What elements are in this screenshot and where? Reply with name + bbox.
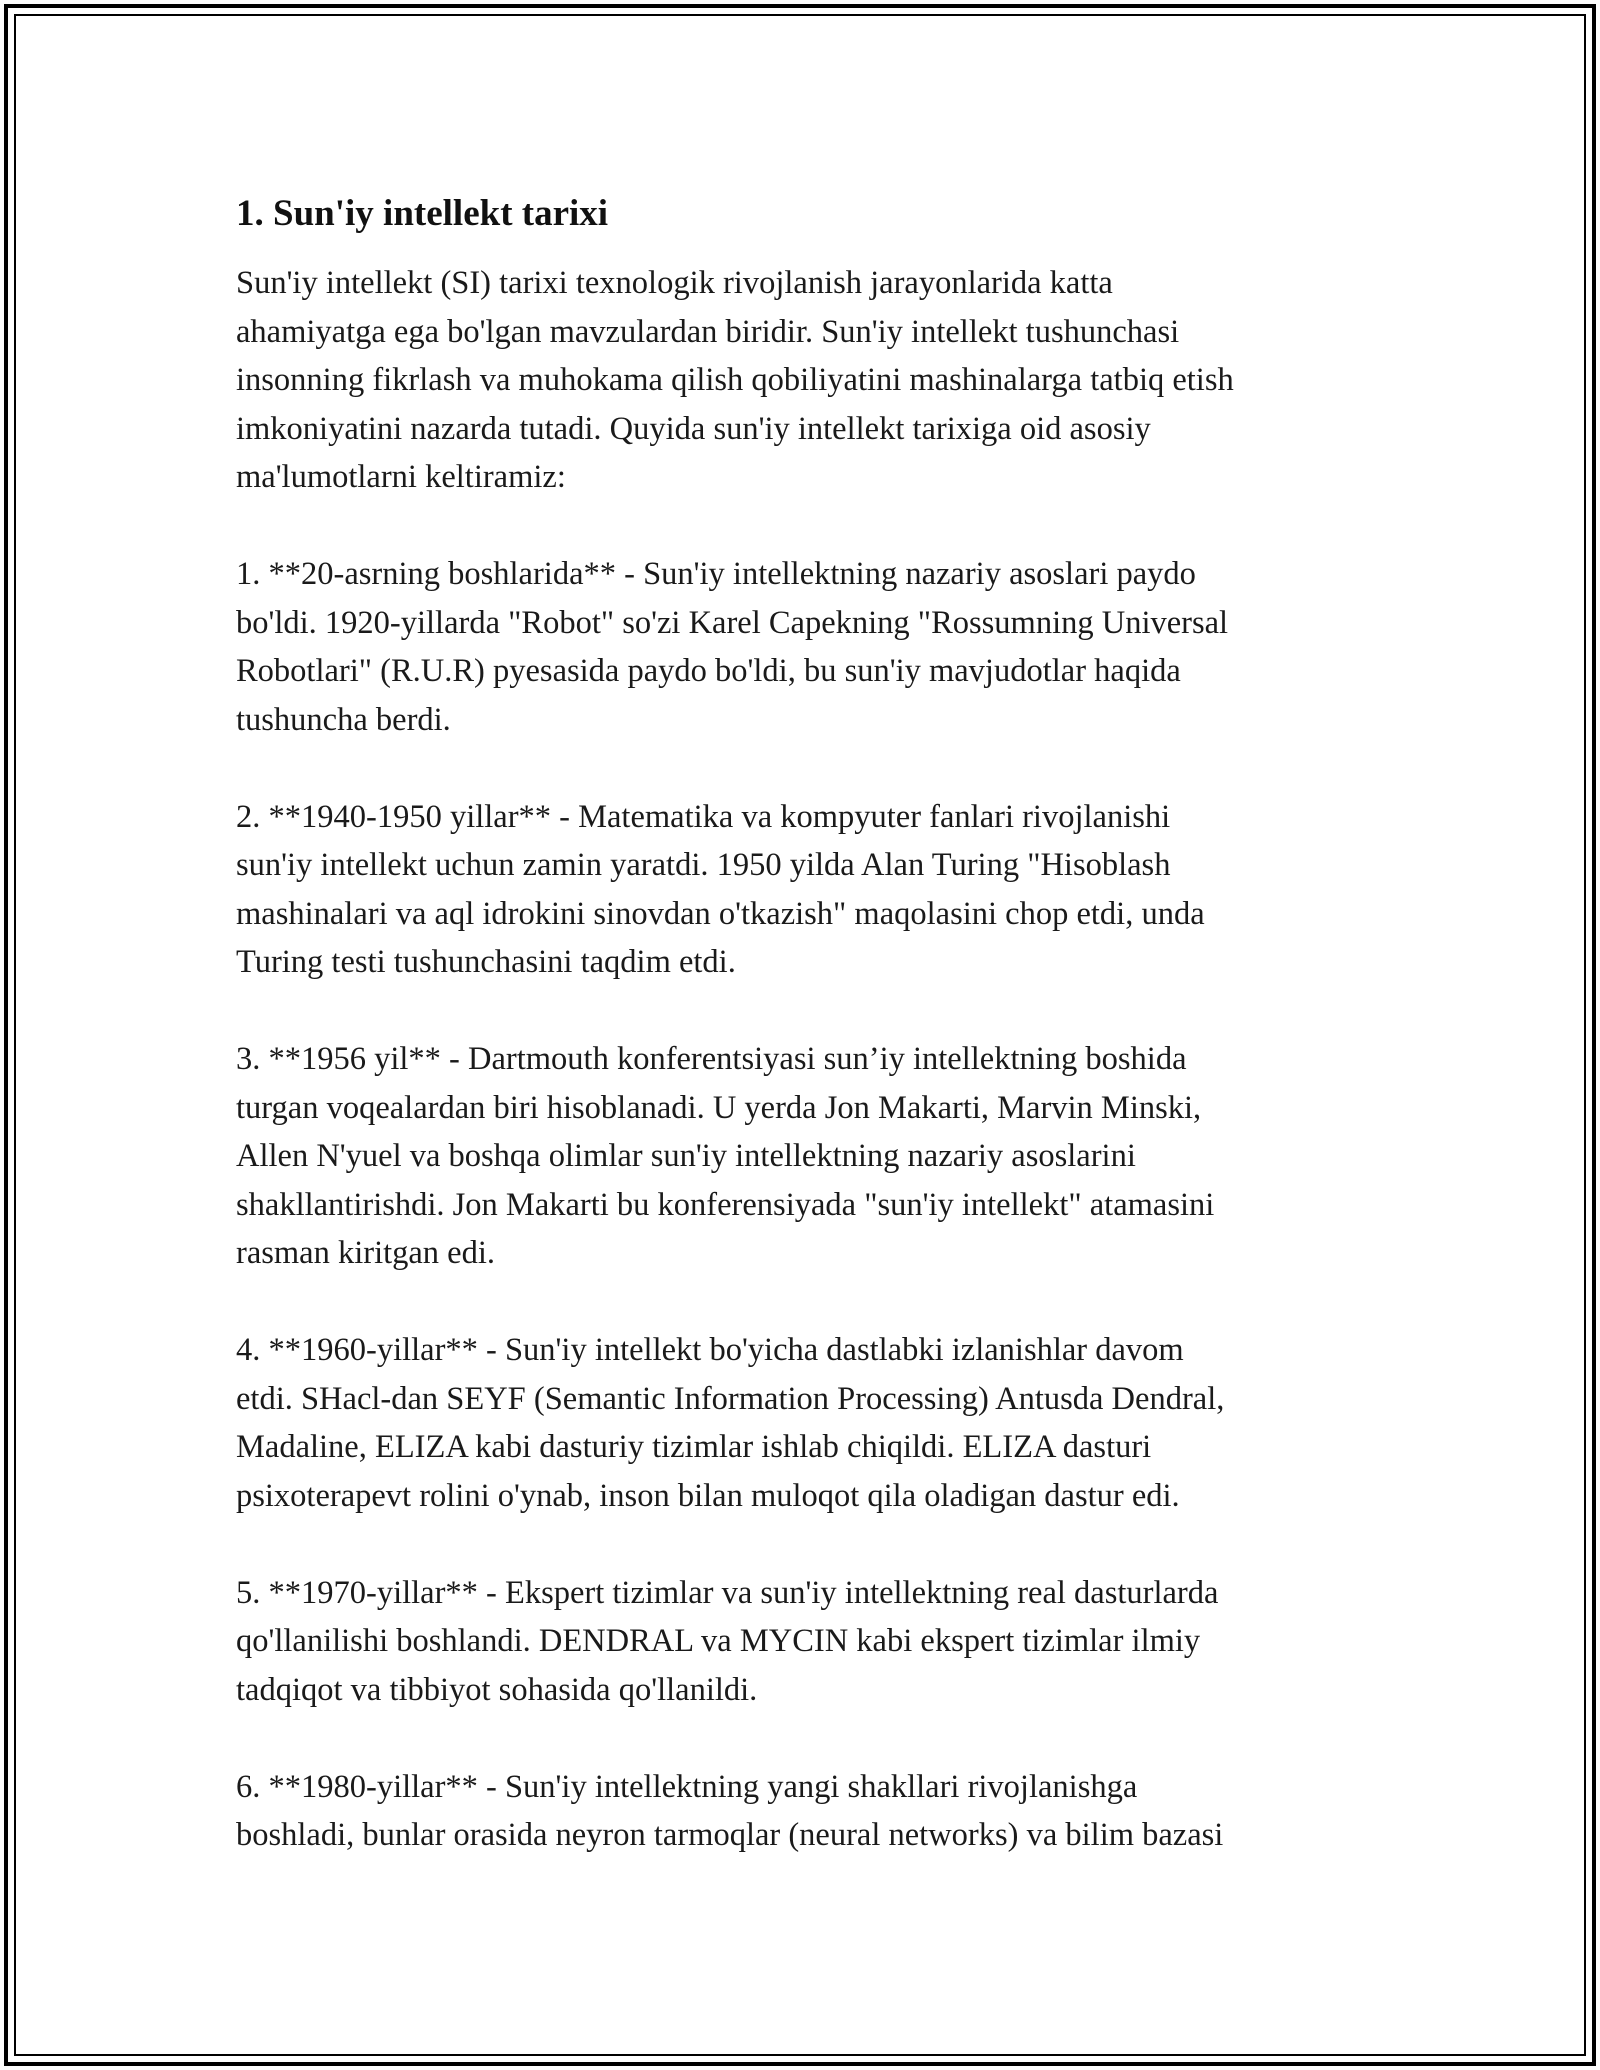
text-line: turgan voqealardan biri hisoblanadi. U yerda Jon Makarti, Marvin Minski, (236, 1089, 1202, 1126)
text-line: qo'llanilishi boshlandi. DENDRAL va MYCIN kabi ekspert tizimlar ilmiy (236, 1623, 1201, 1659)
text-line: bo'ldi. 1920-yillarda "Robot" so'zi Karel Capekning "Rossumning Universal (236, 604, 1229, 641)
list-item-paragraph (236, 550, 1386, 744)
text-line: shakllantirishdi. Jon Makarti bu konferensiyada "sun'iy intellekt" atamasini (236, 1186, 1215, 1223)
document-body (236, 190, 1386, 1908)
text-line: Madaline, ELIZA kabi dasturiy tizimlar ishlab chiqildi. ELIZA dasturi (236, 1429, 1152, 1465)
text-line: Sun'iy intellekt (SI) tarixi texnologik rivojlanish jarayonlarida katta (236, 265, 1113, 301)
text-line: 5. **1970-yillar** - Ekspert tizimlar va sun'iy intellektning real dasturlarda (236, 1574, 1219, 1611)
text-line: mashinalari va aql idrokini sinovdan o'tkazish" maqolasini chop etdi, unda (236, 895, 1205, 932)
text-line: Turing testi tushunchasini taqdim etdi. (236, 944, 736, 980)
text-line: insonning fikrlash va muhokama qilish qobiliyatini mashinalarga tatbiq etish (236, 362, 1234, 398)
text-line: 2. **1940-1950 yillar** - Matematika va kompyuter fanlari rivojlanishi (236, 798, 1171, 835)
list-item-paragraph (236, 1326, 1386, 1520)
intro-paragraph (236, 259, 1386, 502)
text-line: rasman kiritgan edi. (236, 1235, 496, 1271)
text-line: Allen N'yuel va boshqa olimlar sun'iy intellektning nazariy asoslarini (236, 1138, 1136, 1174)
text-line: ahamiyatga ega bo'lgan mavzulardan biridir. Sun'iy intellekt tushunchasi (236, 313, 1180, 350)
text-line: 4. **1960-yillar** - Sun'iy intellekt bo'yicha dastlabki izlanishlar davom (236, 1332, 1184, 1368)
list-item-paragraph (236, 1763, 1386, 1860)
text-line: ma'lumotlarni keltiramiz: (236, 459, 566, 495)
text-line: 1. **20-asrning boshlarida** - Sun'iy intellektning nazariy asoslari paydo (236, 556, 1196, 592)
text-line: psixoterapevt rolini o'ynab, inson bilan muloqot qila oladigan dastur edi. (236, 1477, 1180, 1514)
section-heading: 1. Sun'iy intellekt tarixi (236, 193, 609, 234)
text-line: Robotlari" (R.U.R) pyesasida paydo bo'ldi, bu sun'iy mavjudotlar haqida (236, 653, 1181, 689)
text-line: 3. **1956 yil** - Dartmouth konferentsiyasi sun’iy intellektning boshida (236, 1041, 1187, 1077)
text-line: etdi. SHacl-dan SEYF (Semantic Information Processing) Antusda Dendral, (236, 1380, 1225, 1417)
list-item-paragraph (236, 1035, 1386, 1278)
text-line: 6. **1980-yillar** - Sun'iy intellektning yangi shakllari rivojlanishga (236, 1768, 1138, 1805)
list-item-paragraph (236, 793, 1386, 987)
list-item-paragraph (236, 1569, 1386, 1715)
text-line: boshladi, bunlar orasida neyron tarmoqlar (neural networks) va bilim bazasi (236, 1817, 1224, 1853)
text-line: tushuncha berdi. (236, 701, 451, 738)
text-line: tadqiqot va tibbiyot sohasida qo'llanildi. (236, 1671, 758, 1708)
text-line: imkoniyatini nazarda tutadi. Quyida sun'iy intellekt tarixiga oid asosiy (236, 410, 1151, 447)
text-line: sun'iy intellekt uchun zamin yaratdi. 1950 yilda Alan Turing "Hisoblash (236, 847, 1171, 883)
